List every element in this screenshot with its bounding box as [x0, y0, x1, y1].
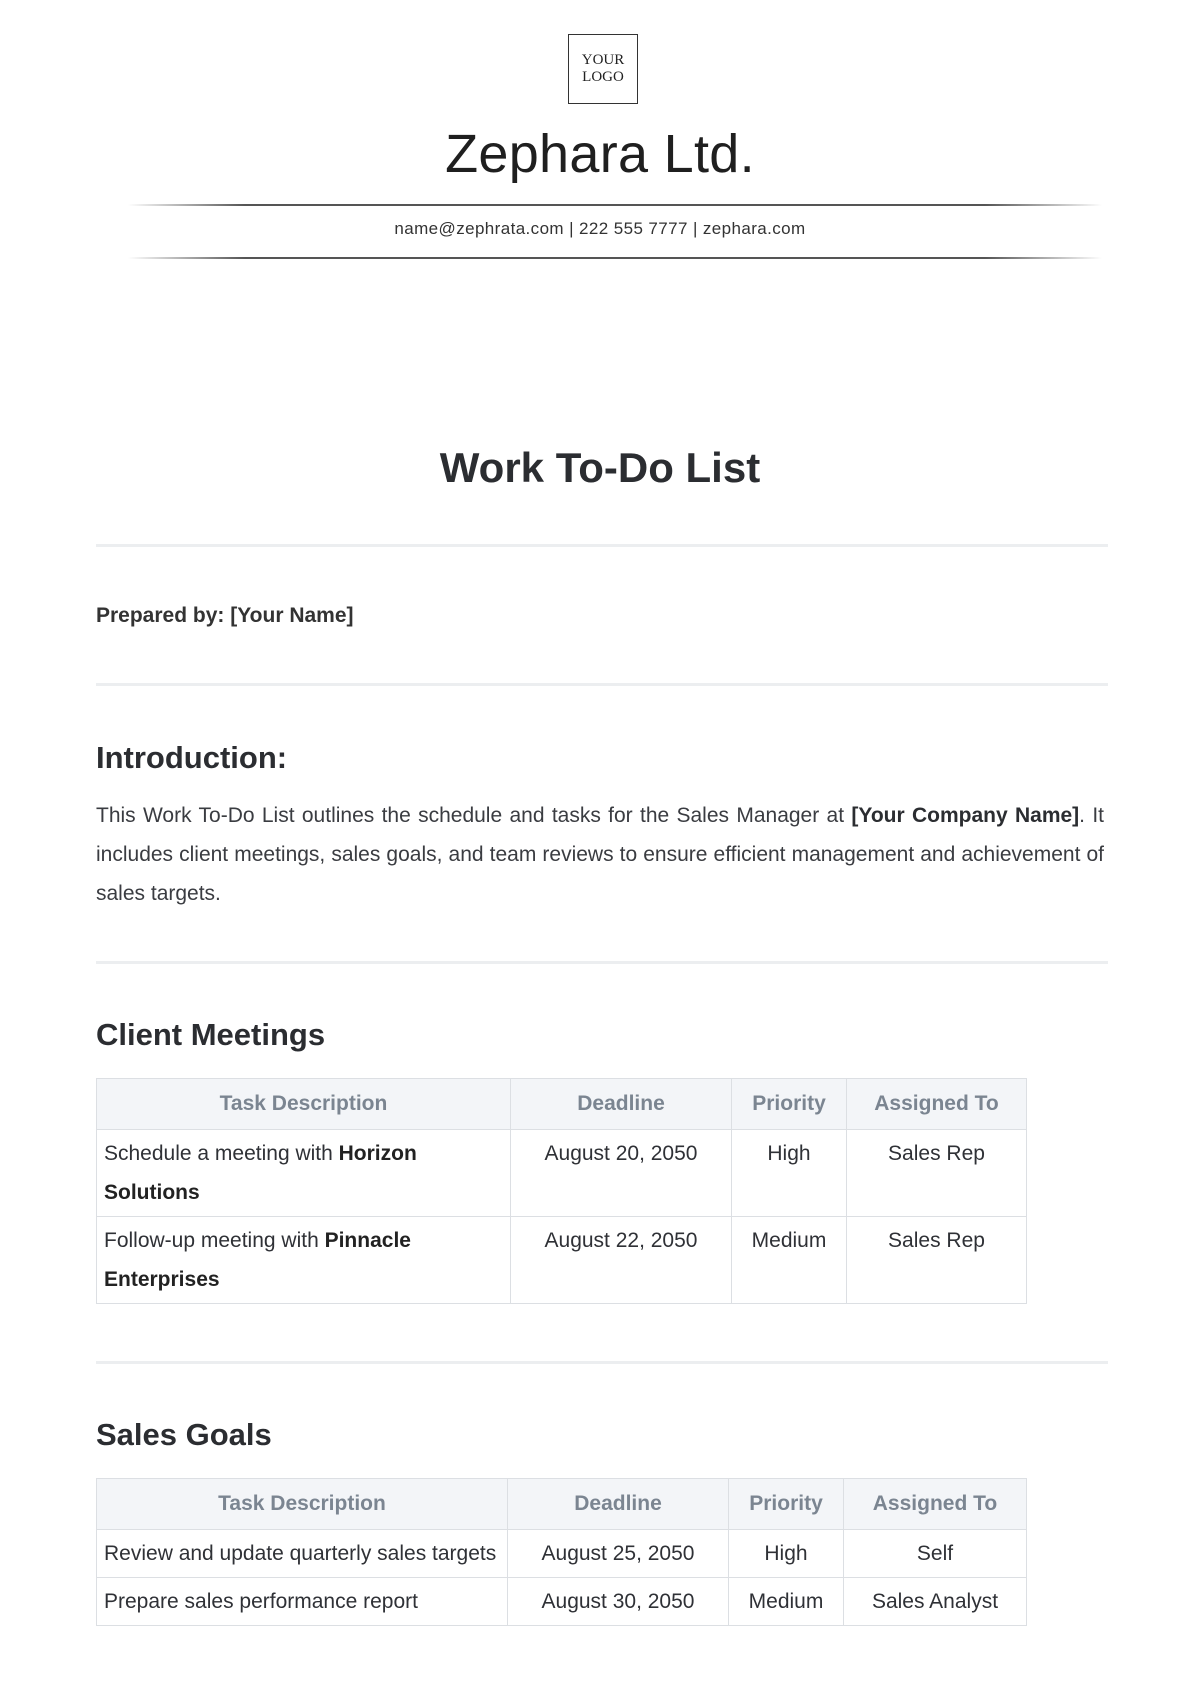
task-assignee: Self: [844, 1530, 1027, 1578]
logo-line-2: LOGO: [582, 69, 624, 85]
task-description: [97, 1217, 511, 1304]
client-meetings-table: [96, 1078, 1027, 1304]
client-meetings-heading: Client Meetings: [96, 1017, 326, 1052]
column-header: Priority: [729, 1479, 844, 1530]
column-header: Assigned To: [844, 1479, 1027, 1530]
table-header-row: [97, 1479, 1027, 1530]
task-description: Review and update quarterly sales targets: [97, 1530, 508, 1578]
task-deadline: August 22, 2050: [511, 1217, 732, 1304]
logo-placeholder: [568, 34, 638, 104]
task-description-text: Follow-up meeting with: [104, 1229, 325, 1252]
task-description: [97, 1130, 511, 1217]
sales-goals-heading: Sales Goals: [96, 1417, 272, 1452]
task-assignee: Sales Analyst: [844, 1578, 1027, 1626]
header-rule-top: [128, 204, 1102, 206]
sales-goals-table: [96, 1478, 1027, 1626]
task-priority: High: [729, 1530, 844, 1578]
introduction-heading: Introduction:: [96, 740, 288, 775]
task-assignee: Sales Rep: [847, 1217, 1027, 1304]
table-row: [97, 1530, 1027, 1578]
task-assignee: Sales Rep: [847, 1130, 1027, 1217]
section-divider: [96, 1361, 1108, 1364]
header-rule-bottom: [128, 257, 1102, 259]
column-header: Assigned To: [847, 1079, 1027, 1130]
table-row: [97, 1578, 1027, 1626]
column-header: Priority: [732, 1079, 847, 1130]
column-header: Deadline: [508, 1479, 729, 1530]
task-priority: Medium: [732, 1217, 847, 1304]
task-deadline: August 20, 2050: [511, 1130, 732, 1217]
introduction-text: [96, 796, 1104, 913]
task-description: Prepare sales performance report: [97, 1578, 508, 1626]
section-divider: [96, 683, 1108, 686]
section-divider: [96, 961, 1108, 964]
table-row: [97, 1130, 1027, 1217]
prepared-by-value: [Your Name]: [230, 604, 354, 627]
prepared-by-label: Prepared by:: [96, 604, 225, 627]
task-priority: Medium: [729, 1578, 844, 1626]
table-row: [97, 1217, 1027, 1304]
task-deadline: August 25, 2050: [508, 1530, 729, 1578]
intro-company-placeholder: [Your Company Name]: [851, 804, 1080, 827]
task-client-name: Pinnacle Enterprises: [104, 1229, 411, 1291]
column-header: Task Description: [97, 1479, 508, 1530]
company-contact: name@zephrata.com | 222 555 7777 | zephara.com: [394, 219, 806, 238]
column-header: Deadline: [511, 1079, 732, 1130]
task-deadline: August 30, 2050: [508, 1578, 729, 1626]
task-client-name: Horizon Solutions: [104, 1142, 417, 1204]
table-header-row: [97, 1079, 1027, 1130]
prepared-by: [96, 603, 354, 629]
intro-text-after: . It includes client meetings, sales goals, and team reviews to ensure efficient management and achievement of sales targets.: [96, 804, 1104, 905]
company-name: Zephara Ltd.: [445, 124, 755, 184]
page-title: Work To-Do List: [439, 444, 761, 491]
task-priority: High: [732, 1130, 847, 1217]
section-divider: [96, 544, 1108, 547]
task-description-text: Schedule a meeting with: [104, 1142, 339, 1165]
logo-line-1: YOUR: [581, 52, 625, 68]
column-header: Task Description: [97, 1079, 511, 1130]
intro-text-before: This Work To-Do List outlines the schedule and tasks for the Sales Manager at: [96, 804, 852, 827]
